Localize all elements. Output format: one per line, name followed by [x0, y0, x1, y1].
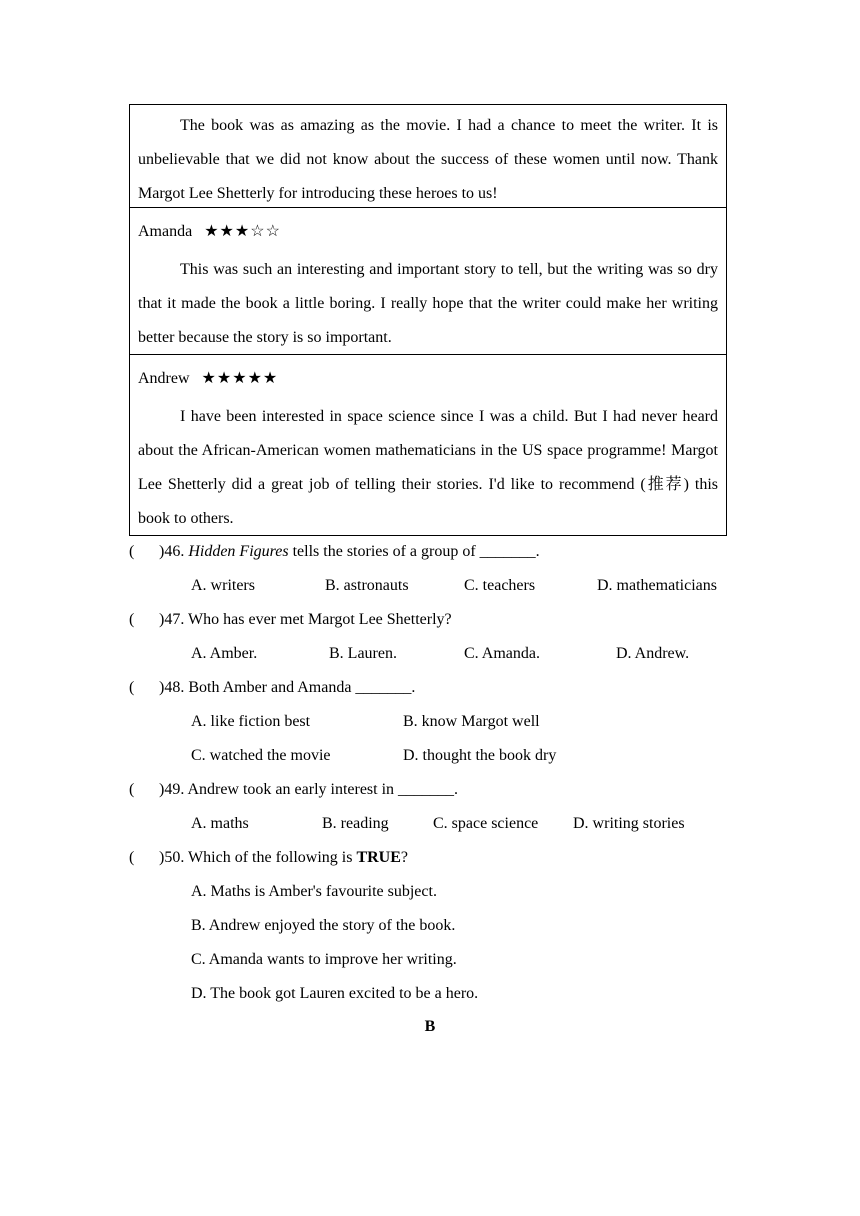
option-b[interactable]: B. reading	[322, 815, 389, 832]
options-row	[129, 807, 749, 841]
emphasis-true: TRUE	[356, 849, 401, 866]
question-stem: )47. Who has ever met Margot Lee Shetterly?	[159, 611, 452, 628]
reviewer-header	[138, 219, 718, 245]
options-row	[129, 637, 749, 671]
question-47	[129, 603, 749, 637]
question-48	[129, 671, 749, 705]
option-d[interactable]: D. The book got Lauren excited to be a hero.	[191, 985, 479, 1002]
star-rating: ★★★★★	[201, 370, 279, 387]
option-d[interactable]: D. writing stories	[573, 815, 685, 832]
option-c[interactable]: C. space science	[433, 815, 539, 832]
question-list	[129, 535, 749, 1011]
review-table	[129, 104, 727, 536]
review-cell-first	[130, 105, 726, 207]
question-50	[129, 841, 749, 875]
option-c[interactable]: C. Amanda wants to improve her writing.	[191, 951, 457, 968]
option-b[interactable]: B. Andrew enjoyed the story of the book.	[191, 917, 456, 934]
star-rating: ★★★☆☆	[204, 223, 281, 240]
options-row	[129, 705, 749, 739]
option-c[interactable]: C. Amanda.	[464, 645, 540, 662]
option-c[interactable]: C. watched the movie	[191, 747, 331, 764]
options-row	[129, 569, 749, 603]
reviewer-header	[138, 366, 718, 392]
review-text: This was such an interesting and important story to tell, but the writing was so dry that it made the book a little boring. I really hope that the writer could make her writing better because the story is so important.	[138, 261, 718, 346]
option-a[interactable]: A. writers	[191, 577, 255, 594]
review-cell-andrew	[130, 354, 726, 535]
answer-blank[interactable]: (	[129, 679, 135, 696]
option-a[interactable]: A. maths	[191, 815, 249, 832]
answer-blank[interactable]: (	[129, 543, 135, 560]
option-b[interactable]: B. astronauts	[325, 577, 409, 594]
option-a[interactable]: A. like fiction best	[191, 713, 311, 730]
question-number: )46.	[159, 543, 189, 560]
question-stem-end: ?	[400, 849, 409, 866]
question-stem: )49. Andrew took an early interest in _______.	[159, 781, 459, 798]
option-b-row	[129, 909, 749, 943]
option-a[interactable]: A. Amber.	[191, 645, 258, 662]
option-c[interactable]: C. teachers	[464, 577, 536, 594]
option-a-row	[129, 875, 749, 909]
question-46	[129, 535, 749, 569]
answer-blank[interactable]: (	[129, 611, 135, 628]
question-stem: )50. Which of the following is	[159, 849, 357, 866]
review-text: I have been interested in space science since I was a child. But I had never heard about the African-American women mathematicians in the US space programme! Margot Lee Shetterly did a great job of telling their stories. I'd like to recommend (推荐) this book to others.	[138, 408, 718, 527]
reviewer-name: Amanda	[138, 223, 193, 240]
question-stem: tells the stories of a group of _______.	[288, 543, 540, 560]
option-d[interactable]: D. mathematicians	[597, 577, 717, 594]
option-c-row	[129, 943, 749, 977]
option-d[interactable]: D. thought the book dry	[403, 747, 557, 764]
option-d-row	[129, 977, 749, 1011]
review-text: The book was as amazing as the movie. I had a chance to meet the writer. It is unbelievable that we did not know about the success of these women until now. Thank Margot Lee Shetterly for introducing these heroes to us!	[138, 117, 718, 202]
option-d[interactable]: D. Andrew.	[616, 645, 690, 662]
question-stem: )48. Both Amber and Amanda _______.	[159, 679, 416, 696]
option-a[interactable]: A. Maths is Amber's favourite subject.	[191, 883, 437, 900]
answer-blank[interactable]: (	[129, 849, 135, 866]
option-b[interactable]: B. Lauren.	[329, 645, 397, 662]
option-b[interactable]: B. know Margot well	[403, 713, 540, 730]
options-row	[129, 739, 749, 773]
book-title: Hidden Figures	[188, 543, 289, 560]
review-cell-amanda	[130, 207, 726, 354]
section-heading: B	[424, 1018, 436, 1035]
question-49	[129, 773, 749, 807]
answer-blank[interactable]: (	[129, 781, 135, 798]
reviewer-name: Andrew	[138, 370, 190, 387]
